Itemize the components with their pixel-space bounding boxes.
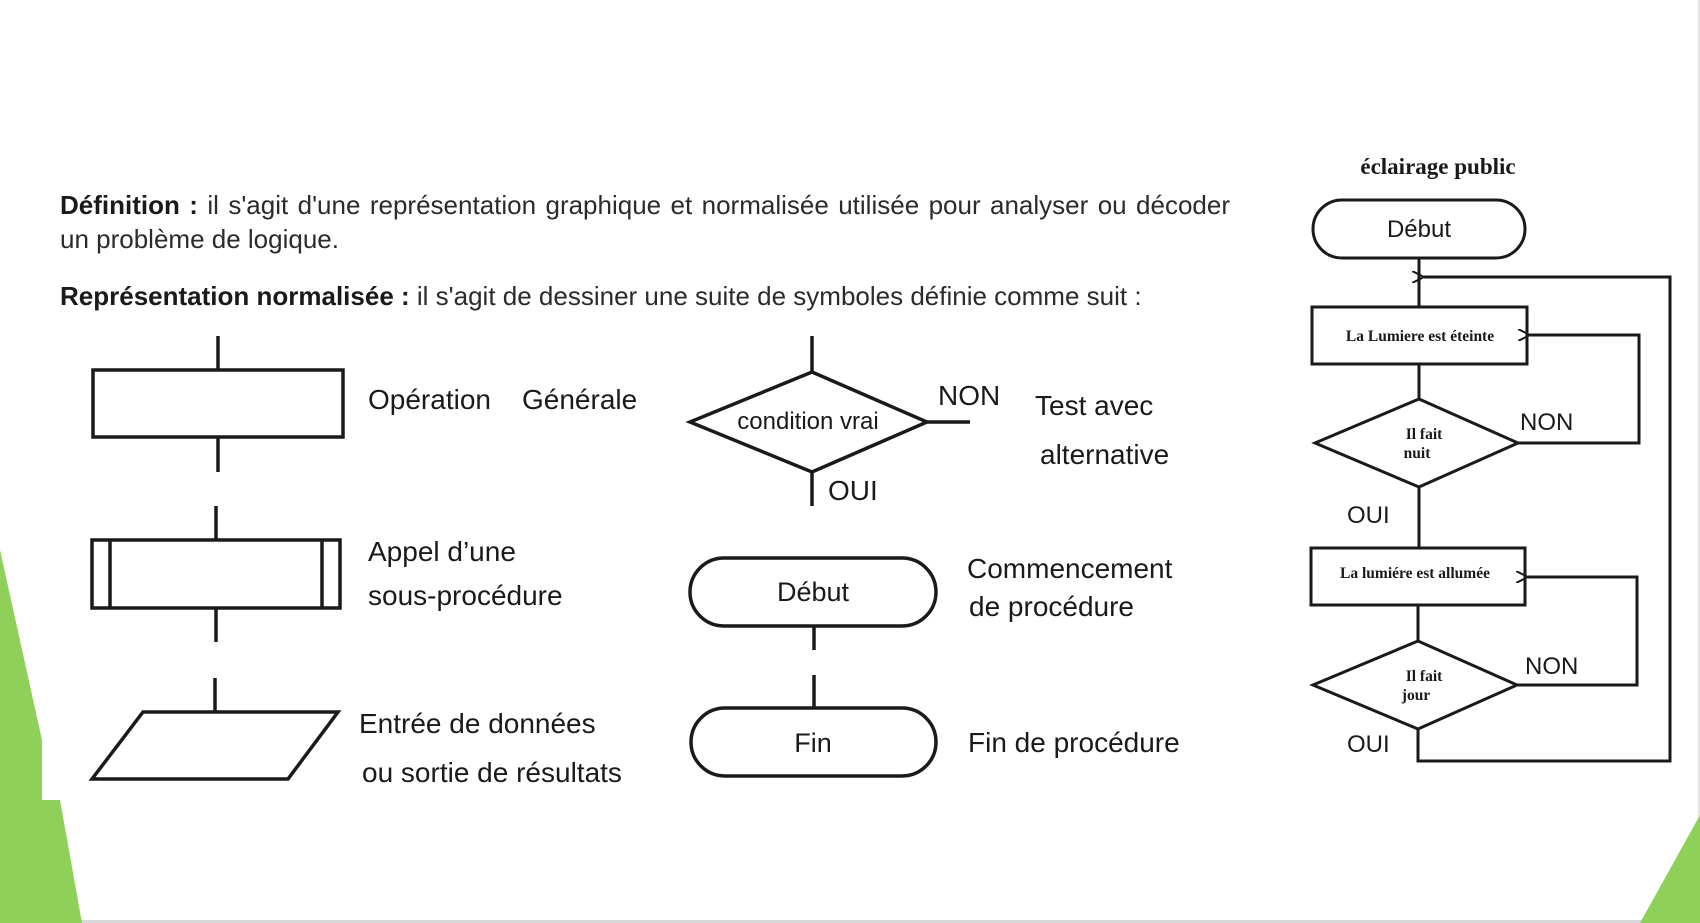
representation-label: Représentation normalisée :: [60, 281, 410, 311]
start-shape-text: Début: [776, 577, 850, 607]
example-test-1-no: NON: [1520, 409, 1574, 436]
example-test-2-diamond: [1313, 641, 1517, 729]
io-label-1: Entrée de données: [359, 708, 596, 739]
example-test-2-yes: OUI: [1347, 731, 1390, 758]
definition-text: il s'agit d'une représentation graphique et normalisée utilisée pour analyser ou décoder un problème de logique.: [60, 190, 1230, 254]
subprocedure-label-1: Appel d’une: [368, 536, 516, 567]
example-step-1-text: La Lumiere est éteinte: [1345, 328, 1495, 345]
test-no-label: NON: [938, 380, 1001, 411]
representation-text: il s'agit de dessiner une suite de symboles définie comme suit :: [416, 281, 1142, 311]
start-label-2: de procédure: [969, 591, 1135, 622]
example-test-1-text-1: Il fait: [1405, 426, 1443, 443]
test-yes-label: OUI: [828, 475, 878, 506]
subprocedure-label-2: sous-procédure: [368, 580, 563, 611]
example-test-2-no: NON: [1525, 653, 1579, 680]
start-label-1: Commencement: [967, 553, 1173, 584]
example-test-1-text-2: nuit: [1403, 445, 1431, 462]
end-shape-text: Fin: [794, 728, 832, 758]
example-test-2-text-2: jour: [1401, 687, 1431, 704]
test-shape-text: condition vrai: [737, 408, 879, 435]
example-test-1-diamond: [1315, 399, 1518, 487]
example-title: éclairage public: [1360, 154, 1516, 179]
example-test-1-yes: OUI: [1347, 502, 1390, 529]
example-test-2-yes-loop: [1418, 277, 1670, 761]
example-start-text: Début: [1386, 216, 1452, 243]
io-label-2: ou sortie de résultats: [362, 757, 622, 788]
test-label-1: Test avec: [1035, 390, 1154, 421]
example-step-2-text: La lumiére est allumée: [1340, 565, 1490, 582]
definition-label: Définition :: [60, 190, 198, 220]
operation-label-1: Opération: [368, 384, 491, 415]
example-test-2-text-1: Il fait: [1405, 668, 1443, 685]
test-label-2: alternative: [1040, 439, 1170, 470]
operation-label-2: Générale: [522, 384, 638, 415]
end-label-1: Fin de procédure: [968, 727, 1180, 758]
